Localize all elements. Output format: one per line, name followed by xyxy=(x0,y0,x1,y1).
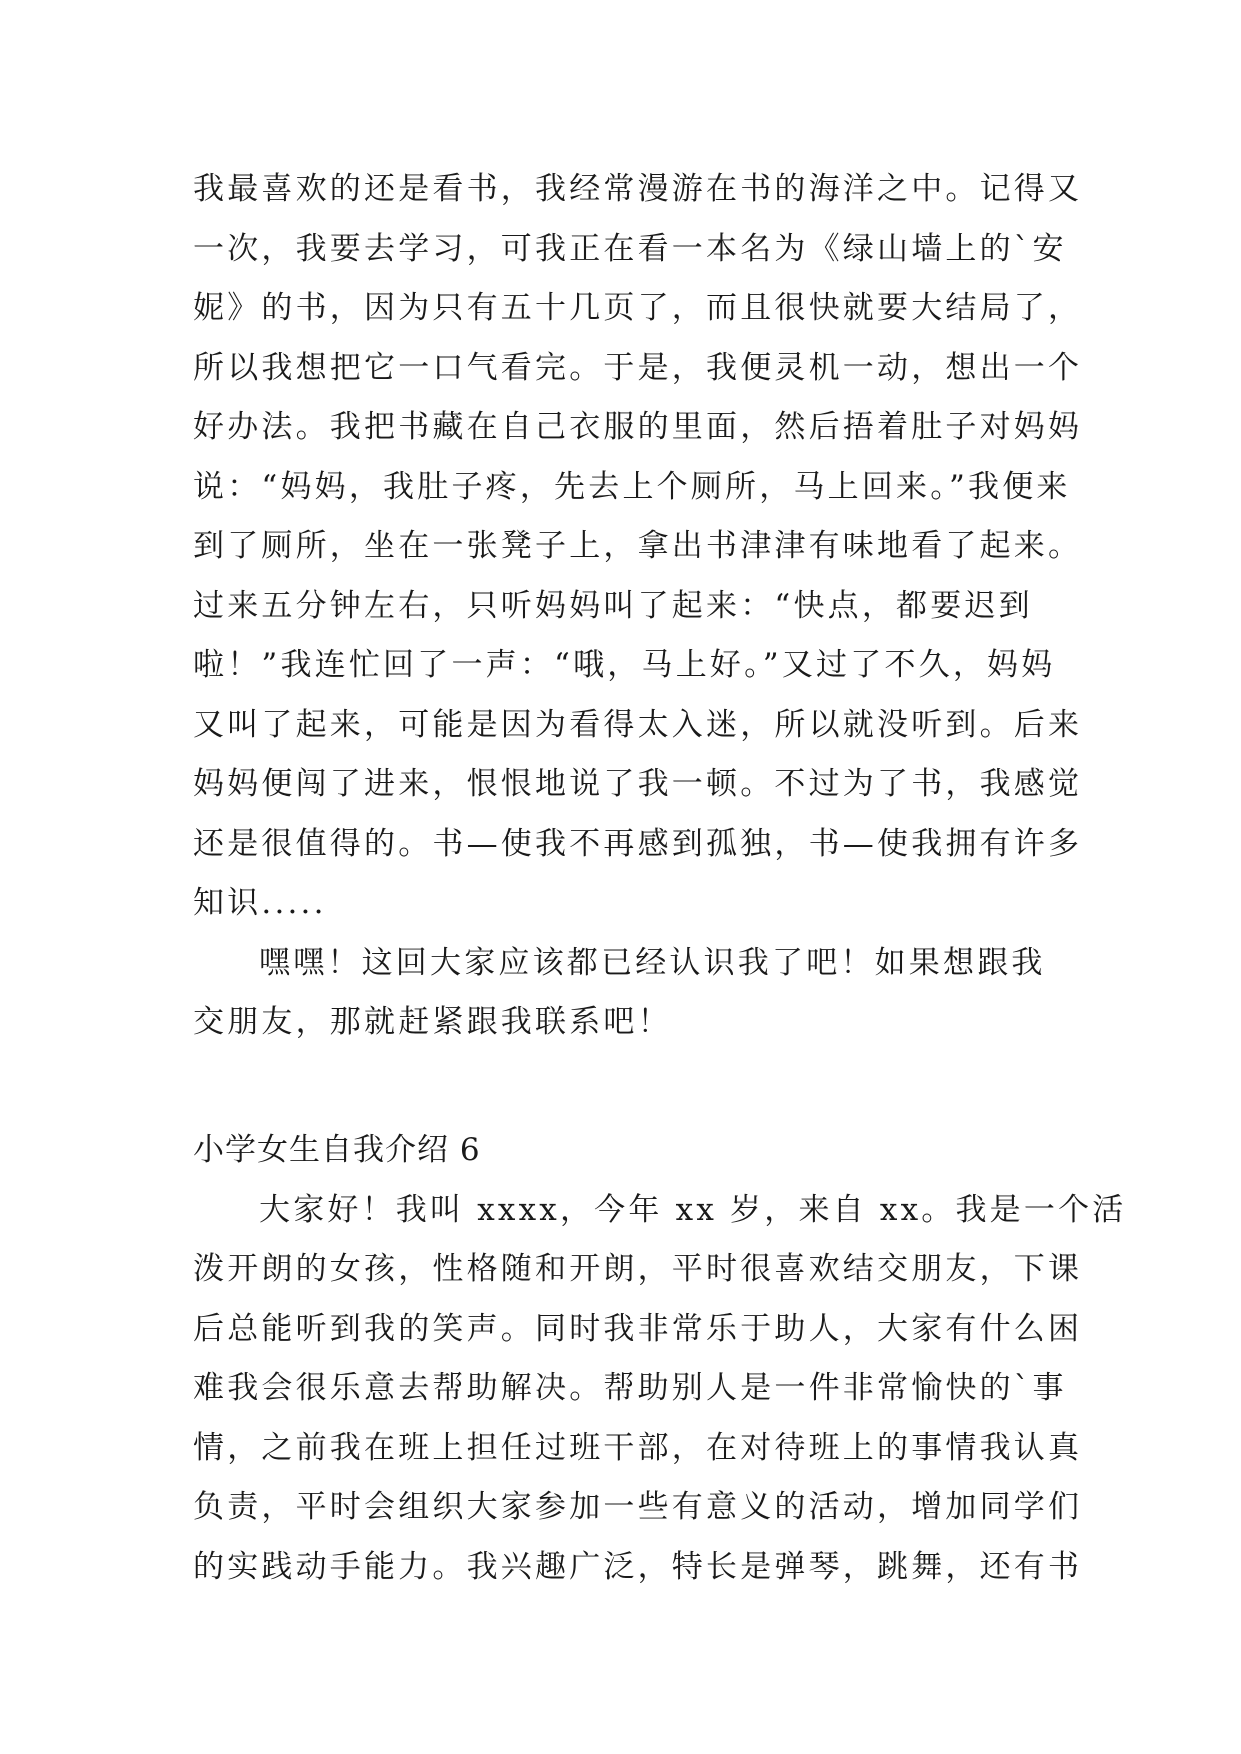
paragraph-line: 的实践动手能力。我兴趣广泛，特长是弹琴，跳舞，还有书 xyxy=(193,1548,1083,1585)
paragraph-line: 妈妈便闯了进来，恨恨地说了我一顿。不过为了书，我感觉 xyxy=(193,766,1083,802)
paragraph-line: 大家好！我叫 xxxx，今年 xx 岁，来自 xx。我是一个活 xyxy=(259,1191,1127,1228)
paragraph-line: 嘿嘿！这回大家应该都已经认识我了吧！如果想跟我 xyxy=(259,944,1046,981)
paragraph-line: 负责，平时会组织大家参加一些有意义的活动，增加同学们 xyxy=(193,1489,1083,1525)
section-spacer xyxy=(193,1053,1063,1119)
paragraph-line: 知识..... xyxy=(193,885,327,921)
paragraph-line: 啦！”我连忙回了一声：“哦，马上好。”又过了不久，妈妈 xyxy=(193,647,1056,683)
paragraph-line: 所以我想把它一口气看完。于是，我便灵机一动，想出一个 xyxy=(193,349,1083,386)
paragraph-line: 泼开朗的女孩，性格随和开朗，平时很喜欢结交朋友，下课 xyxy=(193,1251,1083,1287)
paragraph-line: 难我会很乐意去帮助解决。帮助别人是一件非常愉快的`事 xyxy=(193,1370,1067,1406)
paragraph-line: 我最喜欢的还是看书，我经常漫游在书的海洋之中。记得又 xyxy=(193,171,1083,207)
section-title: 小学女生自我介绍 6 xyxy=(193,1131,481,1168)
paragraph-line: 好办法。我把书藏在自己衣服的里面，然后捂着肚子对妈妈 xyxy=(193,409,1083,445)
paragraph-line: 妮》的书，因为只有五十几页了，而且很快就要大结局了， xyxy=(193,290,1083,326)
paragraph-line: 到了厕所，坐在一张凳子上，拿出书津津有味地看了起来。 xyxy=(193,528,1083,564)
paragraph-line: 后总能听到我的笑声。同时我非常乐于助人，大家有什么困 xyxy=(193,1310,1083,1347)
paragraph-line: 过来五分钟左右，只听妈妈叫了起来：“快点，都要迟到 xyxy=(193,587,1033,624)
document-body xyxy=(193,160,1127,1597)
paragraph-line: 又叫了起来，可能是因为看得太入迷，所以就没听到。后来 xyxy=(193,706,1083,743)
paragraph-line: 一次，我要去学习，可我正在看一本名为《绿山墙上的`安 xyxy=(193,230,1067,267)
paragraph-line: 交朋友，那就赶紧跟我联系吧！ xyxy=(193,1004,672,1040)
paragraph-line: 还是很值得的。书—使我不再感到孤独，书—使我拥有许多 xyxy=(193,825,1083,862)
paragraph-line: 情，之前我在班上担任过班干部，在对待班上的事情我认真 xyxy=(193,1429,1083,1466)
paragraph-line: 说：“妈妈，我肚子疼，先去上个厕所，马上回来。”我便来 xyxy=(193,468,1071,505)
